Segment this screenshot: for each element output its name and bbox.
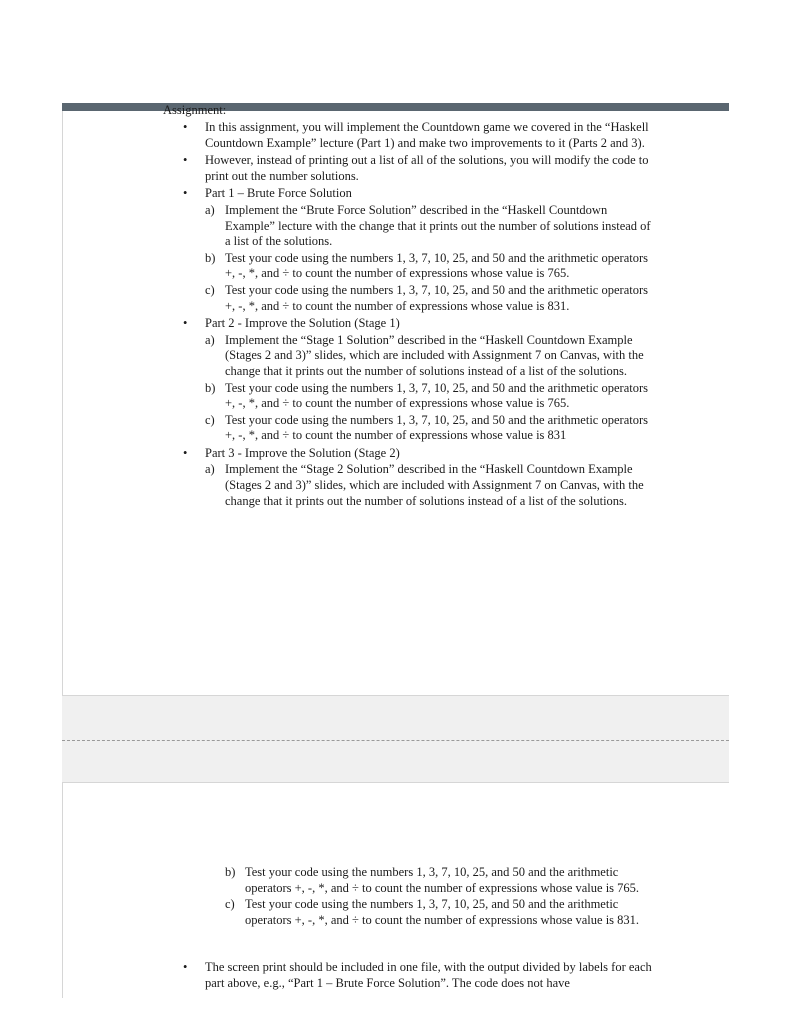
assignment-bullet-list	[183, 120, 653, 511]
step-marker: a)	[205, 462, 215, 477]
step-marker: c)	[205, 412, 215, 427]
step-text: Test your code using the numbers 1, 3, 7, 10, 25, and 50 and the arithmetic operators +, -, *, and ÷ to count the number of expressions whose value is 831.	[245, 897, 640, 927]
continued-steps	[225, 865, 653, 929]
step-marker: c)	[225, 897, 235, 912]
bullet-item	[183, 960, 653, 991]
step-marker: a)	[205, 202, 215, 217]
page-break-divider	[62, 740, 729, 741]
step-text: Test your code using the numbers 1, 3, 7, 10, 25, and 50 and the arithmetic operators +, -, *, and ÷ to count the number of expressions whose value is 831.	[225, 282, 648, 313]
continued-bullet-list	[183, 960, 653, 993]
step-text: Test your code using the numbers 1, 3, 7, 10, 25, and 50 and the arithmetic operators +, -, *, and ÷ to count the number of expressions whose value is 765.	[245, 865, 640, 895]
part-title: Part 1 – Brute Force Solution	[205, 186, 352, 201]
step-text: Implement the “Stage 1 Solution” described in the “Haskell Countdown Example (Stages 2 and 3)” slides, which are included with Assignment 7 on Canvas, with the change that it prints out the number of solutions instead of a list of the solutions.	[225, 332, 644, 378]
step-item	[205, 333, 653, 380]
step-text: Implement the “Brute Force Solution” described in the “Haskell Countdown Example” lecture with the change that it prints out the number of solutions instead of a list of the solutions.	[225, 202, 651, 249]
step-text: Test your code using the numbers 1, 3, 7, 10, 25, and 50 and the arithmetic operators +, -, *, and ÷ to count the number of expressions whose value is 765.	[225, 380, 648, 411]
step-marker: c)	[205, 282, 215, 297]
step-text: Test your code using the numbers 1, 3, 7, 10, 25, and 50 and the arithmetic operators +, -, *, and ÷ to count the number of expressions whose value is 831	[225, 412, 648, 443]
step-item	[205, 462, 653, 509]
bullet-item	[183, 120, 653, 151]
step-text: Test your code using the numbers 1, 3, 7, 10, 25, and 50 and the arithmetic operators +, -, *, and ÷ to count the number of expressions whose value is 765.	[225, 250, 648, 281]
part-title: Part 3 - Improve the Solution (Stage 2)	[205, 445, 400, 460]
bullet-text: The screen print should be included in one file, with the output divided by labels for each part above, e.g., “Part 1 – Brute Force Solution”. The code does not have	[205, 960, 652, 990]
step-marker: a)	[205, 332, 215, 347]
part-2-steps	[205, 333, 653, 444]
part-3-steps	[205, 462, 653, 509]
step-text: Implement the “Stage 2 Solution” described in the “Haskell Countdown Example (Stages 2 and 3)” slides, which are included with Assignment 7 on Canvas, with the change that it prints out the number of solutions instead of a list of the solutions.	[225, 462, 644, 508]
step-item	[225, 865, 653, 896]
step-marker: b)	[205, 380, 216, 395]
bullet-text: In this assignment, you will implement the Countdown game we covered in the “Haskell Countdown Example” lecture (Part 1) and make two improvements to it (Parts 2 and 3).	[205, 120, 649, 150]
bullet-item-part-1	[183, 186, 653, 314]
bullet-item-part-3	[183, 446, 653, 509]
bullet-text: However, instead of printing out a list of all of the solutions, you will modify the code to print out the number solutions.	[205, 153, 649, 183]
step-item	[225, 897, 653, 928]
page-break	[62, 695, 729, 783]
bullet-item	[183, 153, 653, 184]
bullet-item-part-2	[183, 316, 653, 444]
step-item	[205, 251, 653, 282]
step-item	[205, 283, 653, 314]
part-1-steps	[205, 203, 653, 314]
step-item	[205, 203, 653, 250]
part-title: Part 2 - Improve the Solution (Stage 1)	[205, 316, 400, 331]
section-heading: Assignment:	[163, 103, 227, 117]
step-item	[205, 413, 653, 444]
step-marker: b)	[205, 250, 216, 265]
document-page-2	[62, 783, 730, 998]
document-page-1	[62, 103, 730, 695]
step-item	[205, 381, 653, 412]
step-marker: b)	[225, 865, 236, 879]
